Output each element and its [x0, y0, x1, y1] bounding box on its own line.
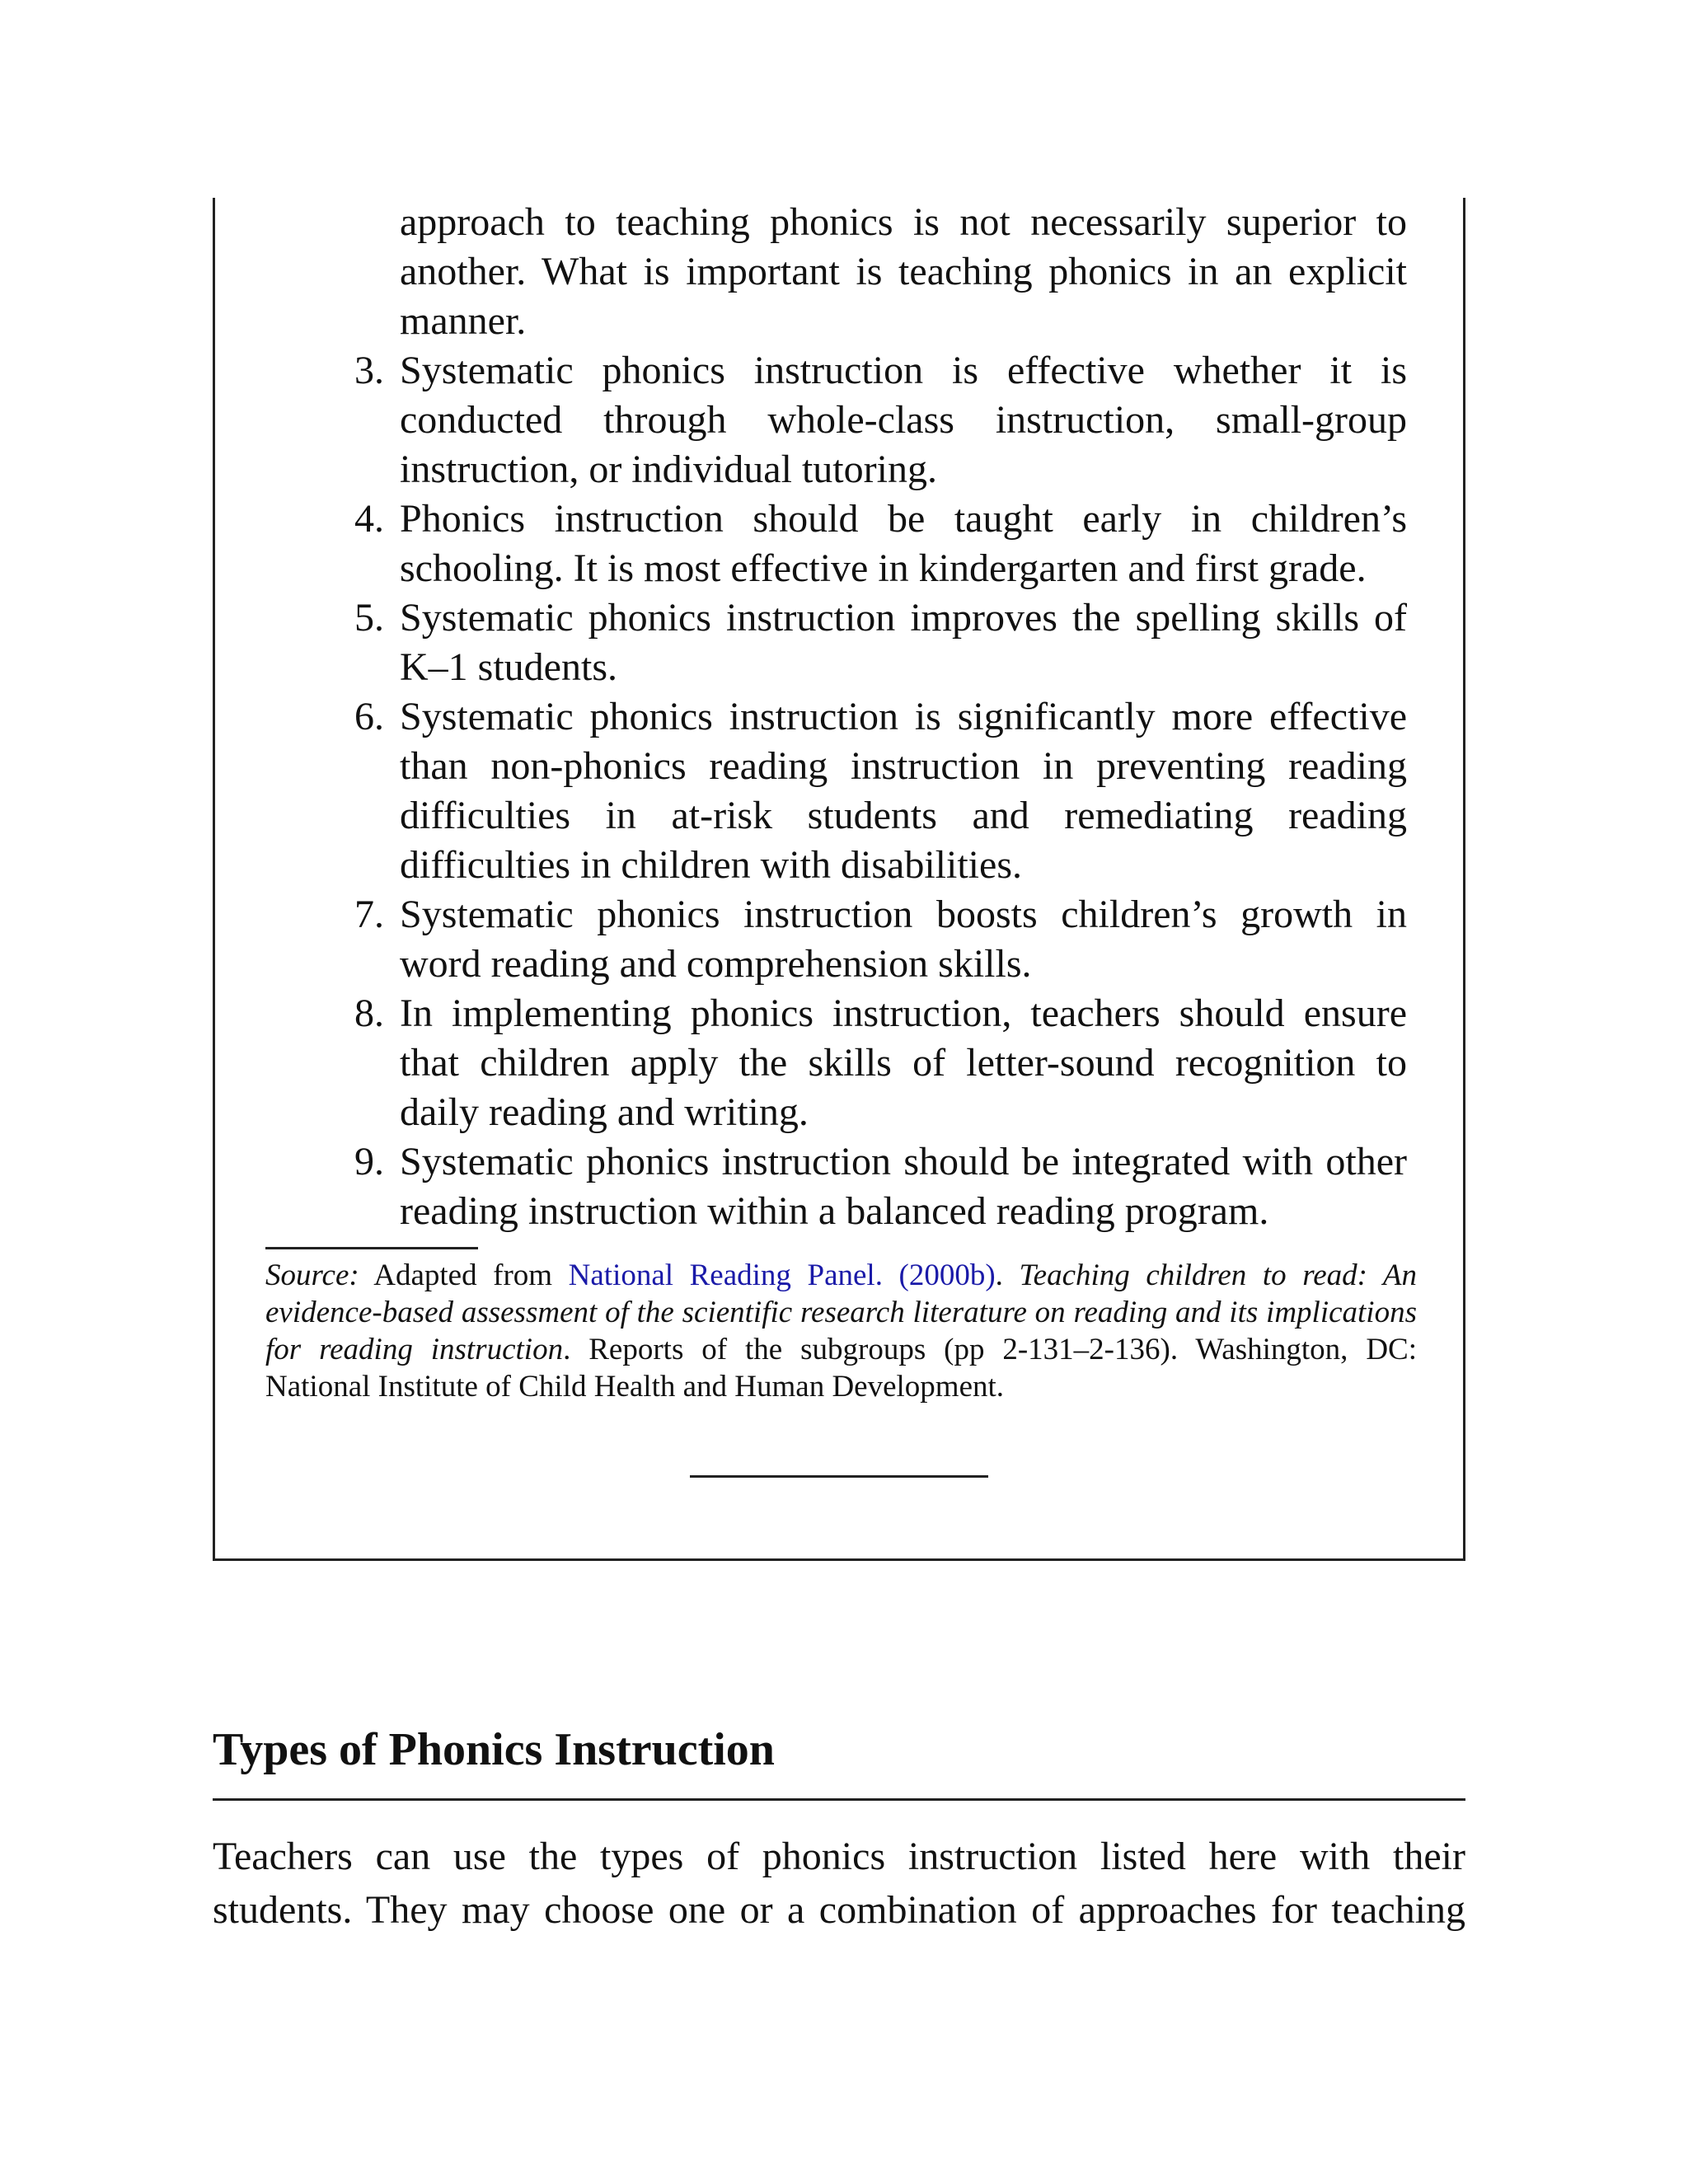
- box-end-rule: [690, 1475, 988, 1478]
- list-item-text: Systematic phonics instruction is effective whether it is conducted through whole-class instruction, small-group instruction, or individual tutoring.: [400, 349, 1407, 491]
- list-item-number: 7.: [354, 893, 384, 936]
- list-item-text: Systematic phonics instruction is significantly more effective than non-phonics reading instruction in preventing reading difficulties in at-risk students and remediating reading difficulties in children with disabilities.: [400, 695, 1407, 887]
- source-citation: [265, 1257, 1417, 1405]
- source-adapted: Adapted from: [359, 1258, 569, 1292]
- list-item: [338, 989, 1407, 1137]
- lead-line-3: manner.: [400, 299, 527, 343]
- list-item-number: 9.: [354, 1140, 384, 1183]
- list-item-text: Systematic phonics instruction improves the spelling skills of K–1 students.: [400, 596, 1407, 689]
- list-item-text: In implementing phonics instruction, teachers should ensure that children apply the skills of letter-sound recognition to daily reading and writing.: [400, 991, 1407, 1134]
- list-item-number: 5.: [354, 596, 384, 640]
- lead-line-2: another. What is important is teaching phonics in an explicit: [400, 250, 1407, 293]
- list-item: [338, 890, 1407, 989]
- list-item: [338, 346, 1407, 494]
- findings-list: [338, 346, 1407, 1236]
- list-item-number: 3.: [354, 349, 384, 392]
- source-title: Teaching children to read: An evidence-based assessment of the scientific research literature on reading and its implications for reading instruction: [265, 1258, 1418, 1366]
- list-item-text: Phonics instruction should be taught early in children’s schooling. It is most effective in kindergarten and first grade.: [400, 497, 1407, 590]
- list-item-text: Systematic phonics instruction boosts children’s growth in word reading and comprehension skills.: [400, 893, 1407, 986]
- list-item: [338, 1137, 1407, 1236]
- list-item: [338, 494, 1407, 593]
- list-item-number: 8.: [354, 991, 384, 1035]
- source-label: Source:: [265, 1258, 359, 1292]
- list-item-number: 4.: [354, 497, 384, 541]
- section-title-rule: [213, 1798, 1465, 1801]
- box-lead-text: [400, 198, 1407, 346]
- source-after-link: .: [995, 1258, 1020, 1292]
- source-rest: . Reports of the subgroups (pp 2-131–2-136). Washington, DC: National Institute of Child Health and Human Development.: [265, 1333, 1417, 1404]
- source-link[interactable]: National Reading Panel. (2000b): [568, 1258, 996, 1292]
- list-item: [338, 593, 1407, 692]
- section-paragraph: Teachers can use the types of phonics instruction listed here with their students. They may choose one or a combination of approaches for teaching: [213, 1835, 1465, 1932]
- footnote-rule: [265, 1247, 478, 1249]
- list-item: [338, 692, 1407, 890]
- section-title: Types of Phonics Instruction: [213, 1724, 775, 1775]
- lead-line-1: approach to teaching phonics is not necessarily superior to: [400, 200, 1407, 244]
- list-item-text: Systematic phonics instruction should be integrated with other reading instruction within a balanced reading program.: [400, 1140, 1407, 1233]
- list-item-number: 6.: [354, 695, 384, 738]
